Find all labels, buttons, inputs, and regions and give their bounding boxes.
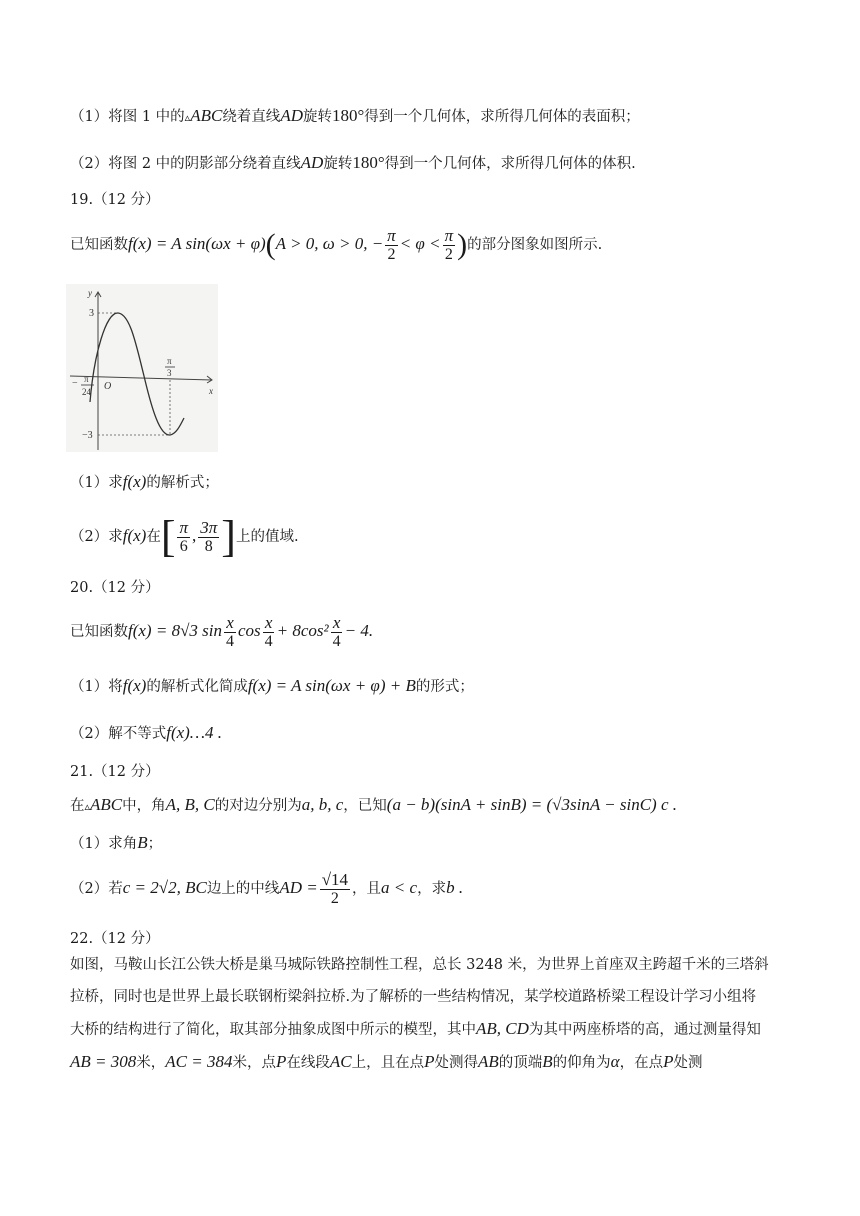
den: 2 <box>387 245 396 263</box>
frac <box>198 519 219 556</box>
text: 得到一个几何体，求所得几何体的体积. <box>384 156 636 172</box>
math: AC <box>329 1052 352 1071</box>
q22-heading: 22.（12 分） <box>70 931 160 947</box>
math: α <box>610 1052 620 1071</box>
text: 在 <box>146 529 161 545</box>
num: π <box>444 225 454 245</box>
frac <box>331 614 343 651</box>
sine-graph <box>66 284 218 452</box>
math: 180° <box>352 153 385 172</box>
x-axis <box>70 376 212 380</box>
text: ，求 <box>417 881 447 897</box>
triangle-icon: ▵ <box>184 111 191 124</box>
math: < φ < <box>399 234 441 253</box>
text: ，且 <box>352 881 382 897</box>
math: f(x)…4 . <box>166 723 222 742</box>
triangle-icon: ▵ <box>84 800 91 813</box>
q20-stem <box>70 610 373 654</box>
math: AD = <box>279 878 318 897</box>
text: 米， <box>136 1055 166 1071</box>
text: 旋转 <box>323 156 353 172</box>
math: AD <box>300 153 324 172</box>
frac <box>385 227 398 264</box>
x-right-num: π <box>167 356 172 366</box>
math: + 8cos² <box>276 621 329 640</box>
math: f(x) = A sin(ωx + φ) <box>128 234 266 253</box>
math: AC = 384 <box>165 1052 233 1071</box>
x-right-den: 3 <box>167 368 172 378</box>
math: 180° <box>331 106 365 125</box>
math: f(x) <box>122 526 147 545</box>
den: 4 <box>225 632 234 650</box>
text: 已知函数 <box>70 237 128 253</box>
math: (a − b)(sinA + sinB) = (√3sinA − sinC) c . <box>386 795 678 814</box>
text: （1）将图 1 中的 <box>70 109 185 125</box>
x-left-num: π <box>84 374 89 384</box>
text: ，已知 <box>343 798 387 814</box>
q19-stem <box>70 224 602 268</box>
math: ABC <box>90 795 123 814</box>
math: AD <box>280 106 303 125</box>
text: 中，角 <box>122 798 166 814</box>
text: （2）将图 2 中的阴影部分绕着直线 <box>70 156 301 172</box>
paren: ( <box>265 228 276 261</box>
origin-label: O <box>104 381 112 392</box>
math: A, B, C <box>165 795 215 814</box>
text: ； <box>147 836 163 852</box>
comma: , <box>192 526 197 545</box>
q20-part1 <box>70 676 474 697</box>
math: B <box>137 833 148 852</box>
q21-part2 <box>70 866 463 912</box>
text: 的仰角为 <box>552 1055 611 1071</box>
text: 绕着直线 <box>222 109 281 125</box>
y-max-label: 3 <box>89 308 94 319</box>
y-label: y <box>88 288 92 298</box>
text: 为其中两座桥塔的高，通过测量得知 <box>528 1022 761 1038</box>
num: x <box>332 612 341 632</box>
math: ABC <box>190 106 223 125</box>
math: AB, CD <box>476 1019 529 1038</box>
math: − 4. <box>344 621 374 640</box>
math: B <box>542 1052 553 1071</box>
math: P <box>275 1052 287 1071</box>
math: A > 0, ω > 0, − <box>275 234 384 253</box>
frac <box>443 227 456 264</box>
text: 边上的中线 <box>206 881 280 897</box>
math: f(x) = 8√3 sin <box>128 621 222 640</box>
num: x <box>264 612 273 632</box>
num: x <box>226 612 234 632</box>
text: 旋转 <box>302 109 332 125</box>
paren: ) <box>457 228 468 261</box>
math: f(x) <box>122 472 147 491</box>
text: 大桥的结构进行了简化，取其部分抽象成图中所示的模型，其中 <box>70 1022 476 1038</box>
q20-heading: 20.（12 分） <box>70 580 160 596</box>
math: cos <box>237 621 261 640</box>
text: （2）解不等式 <box>70 726 167 742</box>
frac <box>224 614 236 651</box>
text: ，在点 <box>619 1055 664 1071</box>
text: （1）将 <box>70 679 123 695</box>
text: 得到一个几何体，求所得几何体的表面积； <box>364 109 640 125</box>
math: P <box>424 1052 435 1071</box>
text: 的对边分别为 <box>214 798 302 814</box>
text: 米，点 <box>232 1055 276 1071</box>
num: π <box>179 517 189 537</box>
text: （1）求角 <box>70 836 138 852</box>
text: （2）若 <box>70 881 123 897</box>
num: √14 <box>321 869 349 889</box>
q21-heading: 21.（12 分） <box>70 764 160 780</box>
text: 处测 <box>673 1055 703 1071</box>
math: AB <box>477 1052 499 1071</box>
text: 已知函数 <box>70 624 128 640</box>
q20-part2 <box>70 723 222 744</box>
den: 4 <box>332 632 341 650</box>
text: （1）求 <box>70 475 123 491</box>
num: 3π <box>200 517 218 537</box>
math: a, b, c <box>301 795 344 814</box>
q18-part2 <box>70 153 636 174</box>
math: b . <box>446 878 464 897</box>
den: 6 <box>179 537 188 555</box>
text: 上的值域. <box>235 529 299 545</box>
y-min-label: −3 <box>82 430 93 441</box>
frac <box>177 519 190 556</box>
q22-line1: 如图，马鞍山长江公铁大桥是巢马城际铁路控制性工程，总长 3248 米，为世界上首座双主跨超千米的三塔斜 <box>70 957 769 973</box>
x-left-sign: − <box>72 378 78 389</box>
frac <box>320 871 350 908</box>
q21-part1 <box>70 833 162 854</box>
den: 4 <box>264 632 273 650</box>
text: 在 <box>70 798 85 814</box>
text: 的部分图象如图所示. <box>467 237 603 253</box>
text: 的形式； <box>415 679 474 695</box>
q21-stem <box>70 795 677 817</box>
text: （2）求 <box>70 529 123 545</box>
math: c = 2√2, BC <box>122 878 207 897</box>
sine-graph-figure <box>66 284 218 452</box>
den: 2 <box>330 889 339 907</box>
text: 的解析式； <box>146 475 219 491</box>
math: P <box>663 1052 674 1071</box>
text: 上，且在点 <box>351 1055 425 1071</box>
q19-heading: 19.（12 分） <box>70 192 160 208</box>
math: f(x) = A sin(ωx + φ) + B <box>247 676 416 695</box>
q22-line4 <box>70 1052 702 1073</box>
text: 处测得 <box>434 1055 478 1071</box>
den: 8 <box>204 537 213 555</box>
text: 的解析式化简成 <box>146 679 248 695</box>
frac <box>263 614 275 651</box>
bracket: [ <box>160 512 176 561</box>
q18-part1 <box>70 106 640 128</box>
text: 在线段 <box>286 1055 330 1071</box>
q22-line3 <box>70 1019 761 1040</box>
den: 2 <box>444 245 453 263</box>
math: AB = 308 <box>70 1052 137 1071</box>
math: a < c <box>381 878 418 897</box>
text: 的顶端 <box>498 1055 543 1071</box>
q19-part1 <box>70 472 219 493</box>
bracket: ] <box>221 512 236 561</box>
x-left-den: 24 <box>82 387 91 397</box>
x-label: x <box>209 386 213 396</box>
num: π <box>387 225 396 245</box>
q22-line2: 拉桥，同时也是世界上最长联钢桁梁斜拉桥.为了解桥的一些结构情况，某学校道路桥梁工程设计学习小组将 <box>70 989 757 1005</box>
q19-part2 <box>70 512 299 561</box>
math: f(x) <box>122 676 147 695</box>
